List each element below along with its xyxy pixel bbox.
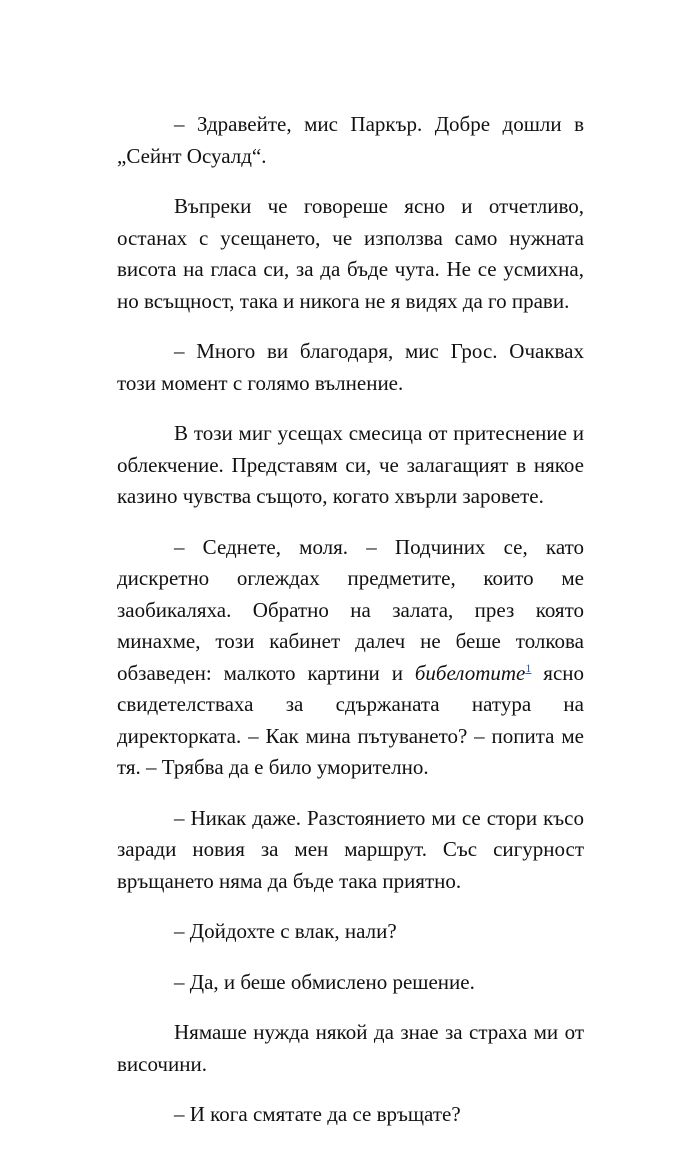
paragraph-2: Въпреки че говореше ясно и отчетливо, останах с усещането, че използва само нужната висота на гласа си, за да бъде чута. Не се усмихна, но всъщност, така и никога не я видях да го прави. bbox=[117, 194, 584, 313]
paragraph-5-text-before: – Седнете, моля. – Подчиних се, като дискретно оглеждах предметите, които ме заобикаляха. Обратно на залата, през която минахме, този кабинет далеч не беше толкова обзаведен: малкото картини и bbox=[117, 534, 584, 685]
paragraph-8: – Да, и беше обмислено решение. bbox=[174, 969, 475, 994]
paragraph-4: В този миг усещах смесица от притеснение и облекчение. Представям си, че залагащият в някое казино чувства същото, когато хвърли заровете. bbox=[117, 421, 584, 508]
paragraph-5 bbox=[117, 532, 584, 784]
paragraph-5-text-after: ясно свидетелстваха за сдържаната натура на директорката. – Как мина пътуването? – попита ме тя. – Трябва да е било уморително. bbox=[117, 660, 584, 779]
paragraph-6: – Никак даже. Разстоянието ми се стори късо заради новия за мен маршрут. Със сигурност връщането няма да бъде така приятно. bbox=[117, 805, 584, 893]
italic-term: бибелотите bbox=[414, 660, 526, 685]
paragraph-7: – Дойдохте с влак, нали? bbox=[174, 919, 397, 943]
paragraph-9: Нямаше нужда някой да знае за страха ми от височини. bbox=[117, 1020, 584, 1076]
body-text bbox=[117, 109, 584, 1150]
paragraph-10: – И кога смятате да се връщате? bbox=[174, 1102, 461, 1126]
footnote-link[interactable]: 1 bbox=[525, 660, 532, 675]
paragraph-1: – Здравейте, мис Паркър. Добре дошли в „Сейнт Осуалд“. bbox=[117, 112, 584, 168]
paragraph-3: – Много ви благодаря, мис Грос. Очаквах този момент с голямо вълнение. bbox=[117, 339, 584, 395]
